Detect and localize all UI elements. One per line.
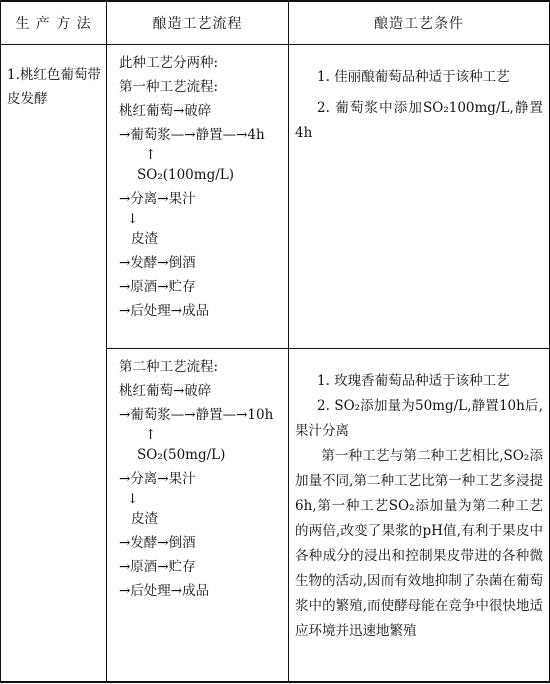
process-line: →分离→果汁 xyxy=(119,191,196,207)
process-line: →发酵→倒酒 xyxy=(119,535,196,551)
process-cell-1 xyxy=(107,45,289,349)
process-line: 皮渣 xyxy=(131,511,158,527)
process-line: →葡萄浆—→静置—→10h xyxy=(119,407,274,423)
condition-item: 2. 葡萄浆中添加SO₂100mg/L,静置4h xyxy=(295,100,543,141)
process-line: 桃红葡萄→破碎 xyxy=(119,103,212,119)
process-line: SO₂(100mg/L) xyxy=(137,167,234,183)
process-line: →分离→果汁 xyxy=(119,471,196,487)
process-line: →后处理→成品 xyxy=(119,583,210,599)
process-line: →原酒→贮存 xyxy=(119,559,196,575)
conditions-cell-2 xyxy=(289,349,550,683)
process-line: →后处理→成品 xyxy=(119,303,210,319)
header-production-method: 生 产 方 法 xyxy=(1,1,107,45)
table-row xyxy=(1,45,550,349)
method-label: 1.桃红色葡萄带皮发酵 xyxy=(7,67,101,107)
table-header-row xyxy=(1,1,550,45)
process-line: →原酒→贮存 xyxy=(119,279,196,295)
process-line: 桃红葡萄→破碎 xyxy=(119,383,212,399)
method-cell xyxy=(1,45,107,683)
process-line: 此种工艺分两种: xyxy=(119,55,219,71)
condition-item: 1. 玫瑰香葡萄品种适于该种工艺 xyxy=(317,373,510,389)
header-brewing-process: 酿造工艺流程 xyxy=(107,1,289,45)
arrow-up-icon: ↑ xyxy=(145,427,157,443)
process-line: 皮渣 xyxy=(131,231,158,247)
arrow-down-icon: ↓ xyxy=(127,211,139,227)
conditions-cell-1 xyxy=(289,45,550,349)
condition-item: 1. 佳丽酿葡萄品种适于该种工艺 xyxy=(317,69,510,85)
process-line: →发酵→倒酒 xyxy=(119,255,196,271)
condition-item: 2. SO₂添加量为50mg/L,静置10h后,果汁分离 xyxy=(295,398,543,439)
process-line: SO₂(50mg/L) xyxy=(137,447,226,463)
process-cell-2 xyxy=(107,349,289,683)
header-brewing-conditions: 酿造工艺条件 xyxy=(289,1,550,45)
comparison-paragraph: 第一种工艺与第二种工艺相比,SO₂添加量不同,第二种工艺比第一种工艺多浸提6h,第一种工艺SO₂添加量为第二种工艺的两倍,改变了果浆的pH值,有利于果皮中各种成分的浸出和控制果皮带进的各种微生物的活动,因而有效地抑制了杂菌在葡萄浆中的繁殖,而使酵母能在竞争中很快地适应环境并迅速地繁殖 xyxy=(295,448,543,639)
arrow-up-icon: ↑ xyxy=(145,147,157,163)
process-line: →葡萄浆—→静置—→4h xyxy=(119,127,265,143)
arrow-down-icon: ↓ xyxy=(127,491,139,507)
process-line: 第一种工艺流程: xyxy=(119,79,219,95)
process-line: 第二种工艺流程: xyxy=(119,359,219,375)
